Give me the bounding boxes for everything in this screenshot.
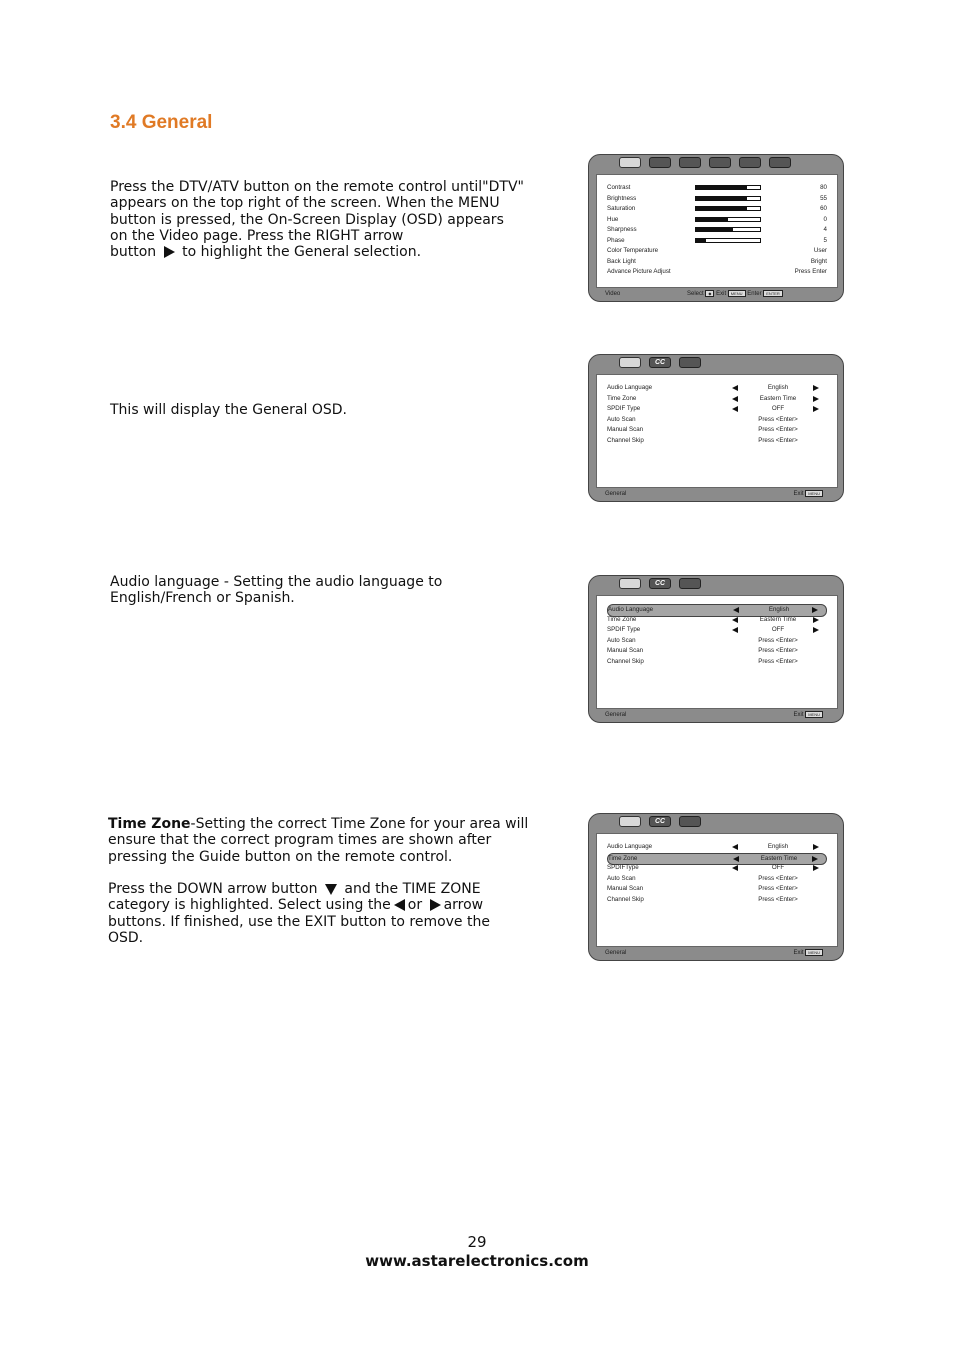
general-setting-row[interactable] bbox=[607, 842, 827, 853]
audio-icon[interactable] bbox=[769, 157, 791, 168]
input-icon[interactable] bbox=[709, 157, 731, 168]
enter-key-icon: ENTER bbox=[763, 290, 783, 297]
section-heading: 3.4 General bbox=[110, 112, 213, 133]
right-arrow-icon[interactable] bbox=[812, 856, 818, 862]
intro-line-5: button to highlight the General selection. bbox=[110, 244, 422, 261]
lock-icon[interactable] bbox=[679, 357, 701, 368]
setting-value: Press <Enter> bbox=[758, 657, 798, 665]
setting-hue[interactable]: Hue 0 bbox=[607, 215, 827, 223]
setting-label: SPDIF Type bbox=[607, 626, 641, 633]
setting-label: Audio Language bbox=[607, 384, 653, 391]
time-zone-paragraph bbox=[108, 816, 548, 946]
cc-icon[interactable]: CC bbox=[649, 816, 671, 827]
menu-key-icon: MENU bbox=[805, 711, 823, 718]
phase-slider[interactable] bbox=[695, 238, 761, 243]
right-arrow-icon[interactable] bbox=[813, 406, 819, 412]
tz-line-2: ensure that the correct program times are shown after bbox=[108, 832, 492, 849]
cc-icon[interactable]: CC bbox=[649, 578, 671, 589]
setting-label: Auto Scan bbox=[607, 874, 636, 882]
osd-icon-bar bbox=[619, 816, 701, 830]
general-setting-row[interactable] bbox=[607, 383, 827, 394]
lock-icon[interactable] bbox=[739, 157, 761, 168]
menu-key-icon: MENU bbox=[728, 290, 746, 297]
general-osd-paragraph: This will display the General OSD. bbox=[110, 402, 347, 418]
left-arrow-icon[interactable] bbox=[733, 607, 739, 613]
audio-line-1: Audio language - Setting the audio language to bbox=[110, 574, 443, 590]
tz-line-5: category is highlighted. Select using the or arrow bbox=[108, 897, 484, 914]
right-arrow-icon bbox=[430, 899, 441, 911]
left-arrow-icon[interactable] bbox=[732, 396, 738, 402]
audio-line-2: English/French or Spanish. bbox=[110, 590, 295, 607]
right-arrow-icon[interactable] bbox=[813, 385, 819, 391]
brightness-slider[interactable] bbox=[695, 196, 761, 201]
audio-language-osd-screen bbox=[588, 575, 844, 723]
footer-page-name: General bbox=[605, 491, 627, 497]
left-arrow-icon[interactable] bbox=[732, 385, 738, 391]
footer-exit-hint: Exit MENU bbox=[794, 710, 823, 720]
left-arrow-icon bbox=[394, 899, 405, 911]
footer-page-name: General bbox=[605, 950, 627, 956]
tz-line-7: OSD. bbox=[108, 930, 144, 947]
video-osd-screen bbox=[588, 154, 844, 302]
right-arrow-icon[interactable] bbox=[813, 844, 819, 850]
left-arrow-icon[interactable] bbox=[732, 627, 738, 633]
time-zone-osd-screen bbox=[588, 813, 844, 961]
setting-label: Auto Scan bbox=[607, 636, 636, 644]
setting-label: Time Zone bbox=[607, 615, 637, 623]
setting-value: Press <Enter> bbox=[758, 885, 798, 892]
setting-color-temperature[interactable]: Color Temperature User bbox=[607, 247, 827, 254]
osd-footer bbox=[605, 710, 823, 720]
left-arrow-icon[interactable] bbox=[733, 856, 739, 862]
wrench-icon[interactable] bbox=[619, 357, 641, 368]
setting-value: Press <Enter> bbox=[758, 436, 798, 444]
general-setting-row[interactable] bbox=[607, 884, 827, 895]
menu-key-icon: MENU bbox=[805, 949, 823, 956]
setting-value: Press <Enter> bbox=[758, 415, 798, 423]
left-arrow-icon[interactable] bbox=[732, 844, 738, 850]
intro-line-1: Press the DTV/ATV button on the remote control until"DTV" bbox=[110, 179, 524, 195]
general-setting-row[interactable] bbox=[607, 415, 827, 426]
general-setting-row[interactable] bbox=[607, 425, 827, 436]
right-arrow-icon[interactable] bbox=[813, 865, 819, 871]
setting-value: OFF bbox=[771, 626, 785, 633]
website-url: www.astarelectronics.com bbox=[365, 1252, 589, 1270]
left-arrow-icon[interactable] bbox=[732, 406, 738, 412]
osd-menu-area bbox=[596, 374, 838, 488]
osd-icon-bar bbox=[619, 578, 701, 592]
setting-value: Eastern Time bbox=[760, 854, 798, 862]
tz-spacer bbox=[108, 865, 548, 881]
wrench-icon[interactable] bbox=[619, 816, 641, 827]
setting-label: Time Zone bbox=[608, 854, 638, 862]
setting-value: Eastern Time bbox=[759, 394, 797, 402]
footer-page-name: General bbox=[605, 712, 627, 718]
setting-label: Auto Scan bbox=[607, 415, 636, 423]
osd-icon-bar bbox=[619, 157, 791, 171]
footer-exit-hint: Exit MENU bbox=[794, 948, 823, 958]
setting-back-light[interactable]: Back Light Bright bbox=[607, 257, 827, 265]
setting-label: Audio Language bbox=[608, 606, 654, 613]
setting-value: OFF bbox=[771, 405, 785, 412]
footer-page-name: Video bbox=[605, 291, 621, 297]
right-arrow-icon[interactable] bbox=[812, 607, 818, 613]
setting-value: English bbox=[767, 843, 789, 850]
general-setting-row[interactable] bbox=[607, 636, 827, 647]
setting-sharpness[interactable]: Sharpness 4 bbox=[607, 226, 827, 233]
hue-slider[interactable] bbox=[695, 217, 761, 222]
general-setting-row[interactable] bbox=[607, 863, 827, 874]
page-number: 29 bbox=[467, 1233, 487, 1251]
tz-line-4: Press the DOWN arrow button and the TIME ZONE bbox=[108, 881, 481, 898]
caption-icon[interactable] bbox=[679, 157, 701, 168]
contrast-slider[interactable] bbox=[695, 185, 761, 190]
intro-line-3: button is pressed, the On-Screen Display (OSD) appears bbox=[110, 211, 504, 228]
general-setting-row[interactable] bbox=[607, 436, 827, 447]
audio-language-paragraph bbox=[110, 574, 442, 607]
osd-menu-area bbox=[596, 595, 838, 709]
general-setting-row[interactable] bbox=[607, 394, 827, 405]
setting-value: Press <Enter> bbox=[758, 636, 798, 644]
right-arrow-icon bbox=[164, 246, 175, 258]
general-osd-screen bbox=[588, 354, 844, 502]
general-setting-row[interactable] bbox=[607, 874, 827, 885]
tz-line-3: pressing the Guide button on the remote control. bbox=[108, 848, 453, 865]
setting-value: English bbox=[767, 384, 789, 391]
video-icon[interactable] bbox=[619, 157, 641, 168]
setting-value: Press <Enter> bbox=[758, 426, 798, 433]
general-setting-row[interactable] bbox=[607, 657, 827, 668]
osd-footer bbox=[605, 289, 823, 299]
saturation-slider[interactable] bbox=[695, 206, 761, 211]
sharpness-slider[interactable] bbox=[695, 227, 761, 232]
general-setting-row[interactable] bbox=[607, 625, 827, 636]
osd-footer bbox=[605, 489, 823, 499]
select-key-icon: ◆ bbox=[705, 290, 714, 297]
menu-key-icon: MENU bbox=[805, 490, 823, 497]
intro-paragraph bbox=[110, 179, 550, 260]
setting-brightness[interactable]: Brightness 55 bbox=[607, 194, 827, 202]
setting-label: Manual Scan bbox=[607, 885, 644, 892]
setting-label: Channel Skip bbox=[607, 657, 644, 665]
wrench-icon[interactable] bbox=[619, 578, 641, 589]
setting-value: Press <Enter> bbox=[758, 647, 798, 654]
footer-exit-hint: Exit MENU bbox=[794, 489, 823, 499]
left-arrow-icon[interactable] bbox=[732, 865, 738, 871]
right-arrow-icon[interactable] bbox=[813, 396, 819, 402]
left-arrow-icon[interactable] bbox=[732, 617, 738, 623]
general-setting-row[interactable] bbox=[607, 404, 827, 415]
osd-menu-area bbox=[596, 174, 838, 288]
setting-phase[interactable]: Phase 5 bbox=[607, 236, 827, 244]
setting-label: Audio Language bbox=[607, 843, 653, 850]
intro-line-2: appears on the top right of the screen. When the MENU bbox=[110, 195, 500, 212]
general-setting-row[interactable] bbox=[607, 895, 827, 906]
general-setting-row[interactable] bbox=[607, 646, 827, 657]
lock-icon[interactable] bbox=[679, 816, 701, 827]
setting-label: Manual Scan bbox=[607, 426, 644, 433]
setting-value: English bbox=[768, 606, 790, 613]
setting-contrast[interactable]: Contrast 80 bbox=[607, 184, 827, 191]
wrench-icon[interactable] bbox=[649, 157, 671, 168]
setting-value: Press <Enter> bbox=[758, 895, 798, 903]
right-arrow-icon[interactable] bbox=[813, 617, 819, 623]
setting-value: OFF bbox=[771, 864, 785, 871]
setting-saturation[interactable]: Saturation 60 bbox=[607, 205, 827, 212]
setting-label: Channel Skip bbox=[607, 895, 644, 903]
cc-icon[interactable]: CC bbox=[649, 357, 671, 368]
osd-menu-area bbox=[596, 833, 838, 947]
setting-label: SPDIF Type bbox=[607, 405, 641, 412]
setting-label: Time Zone bbox=[607, 394, 637, 402]
osd-footer bbox=[605, 948, 823, 958]
setting-label: Manual Scan bbox=[607, 647, 644, 654]
osd-icon-bar bbox=[619, 357, 701, 371]
setting-label: Channel Skip bbox=[607, 436, 644, 444]
footer-hints: Select ◆ Exit MENU Enter ENTER bbox=[687, 289, 783, 299]
tz-line-6: buttons. If finished, use the EXIT button to remove the bbox=[108, 913, 490, 930]
general-setting-row[interactable] bbox=[607, 615, 827, 626]
setting-value: Press <Enter> bbox=[758, 874, 798, 882]
tz-line-1: Time Zone-Setting the correct Time Zone for your area will bbox=[108, 816, 529, 832]
setting-advance-picture[interactable]: Advance Picture Adjust Press Enter bbox=[607, 268, 827, 275]
setting-value: Eastern Time bbox=[759, 615, 797, 623]
right-arrow-icon[interactable] bbox=[813, 627, 819, 633]
intro-line-4: on the Video page. Press the RIGHT arrow bbox=[110, 227, 404, 244]
setting-label: SPDIFType bbox=[607, 864, 639, 871]
down-arrow-icon bbox=[325, 884, 337, 895]
lock-icon[interactable] bbox=[679, 578, 701, 589]
